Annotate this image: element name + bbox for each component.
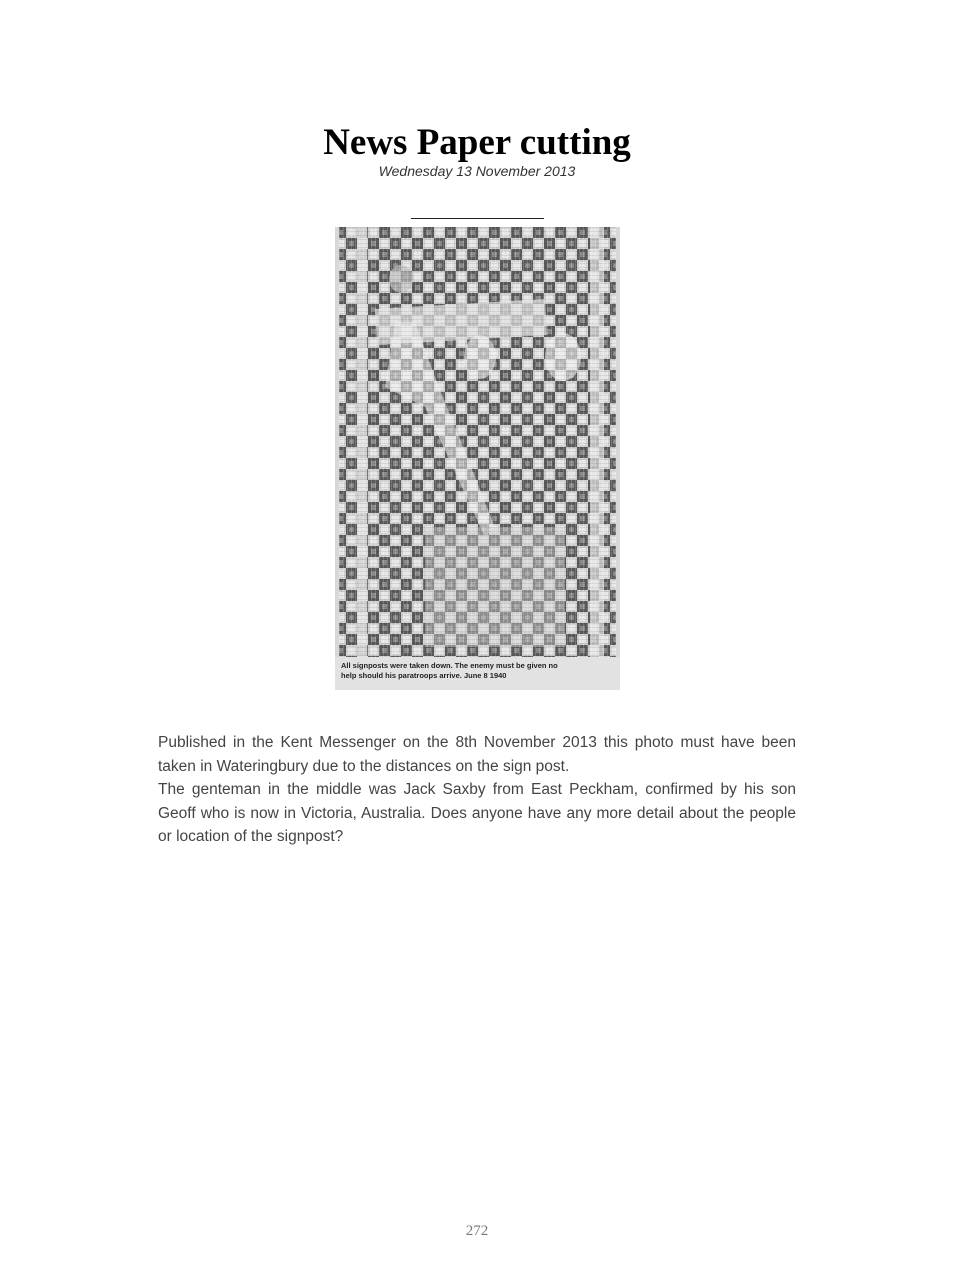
page-date: Wednesday 13 November 2013 (378, 163, 576, 179)
body-paragraph: Published in the Kent Messenger on the 8th November 2013 this photo must have been taken in Wateringbury due to the distances on the sign post. (158, 734, 796, 775)
photo-caption-line: All signposts were taken down. The enemy must be given no (341, 661, 558, 670)
body-paragraph: The genteman in the middle was Jack Saxby from East Peckham, confirmed by his son Geoff who is now in Victoria, Australia. Does anyone have any more detail about the people or location of the signpost? (158, 781, 796, 845)
body-text (158, 731, 796, 849)
newspaper-photo-image (335, 227, 620, 690)
page-title: News Paper cutting (323, 122, 631, 163)
photo-caption (341, 661, 611, 681)
photo-caption-line: help should his paratroops arrive. June 8 1940 (341, 671, 507, 680)
newspaper-photo (335, 227, 620, 690)
page-number: 272 (465, 1223, 489, 1239)
title-divider (411, 218, 544, 219)
